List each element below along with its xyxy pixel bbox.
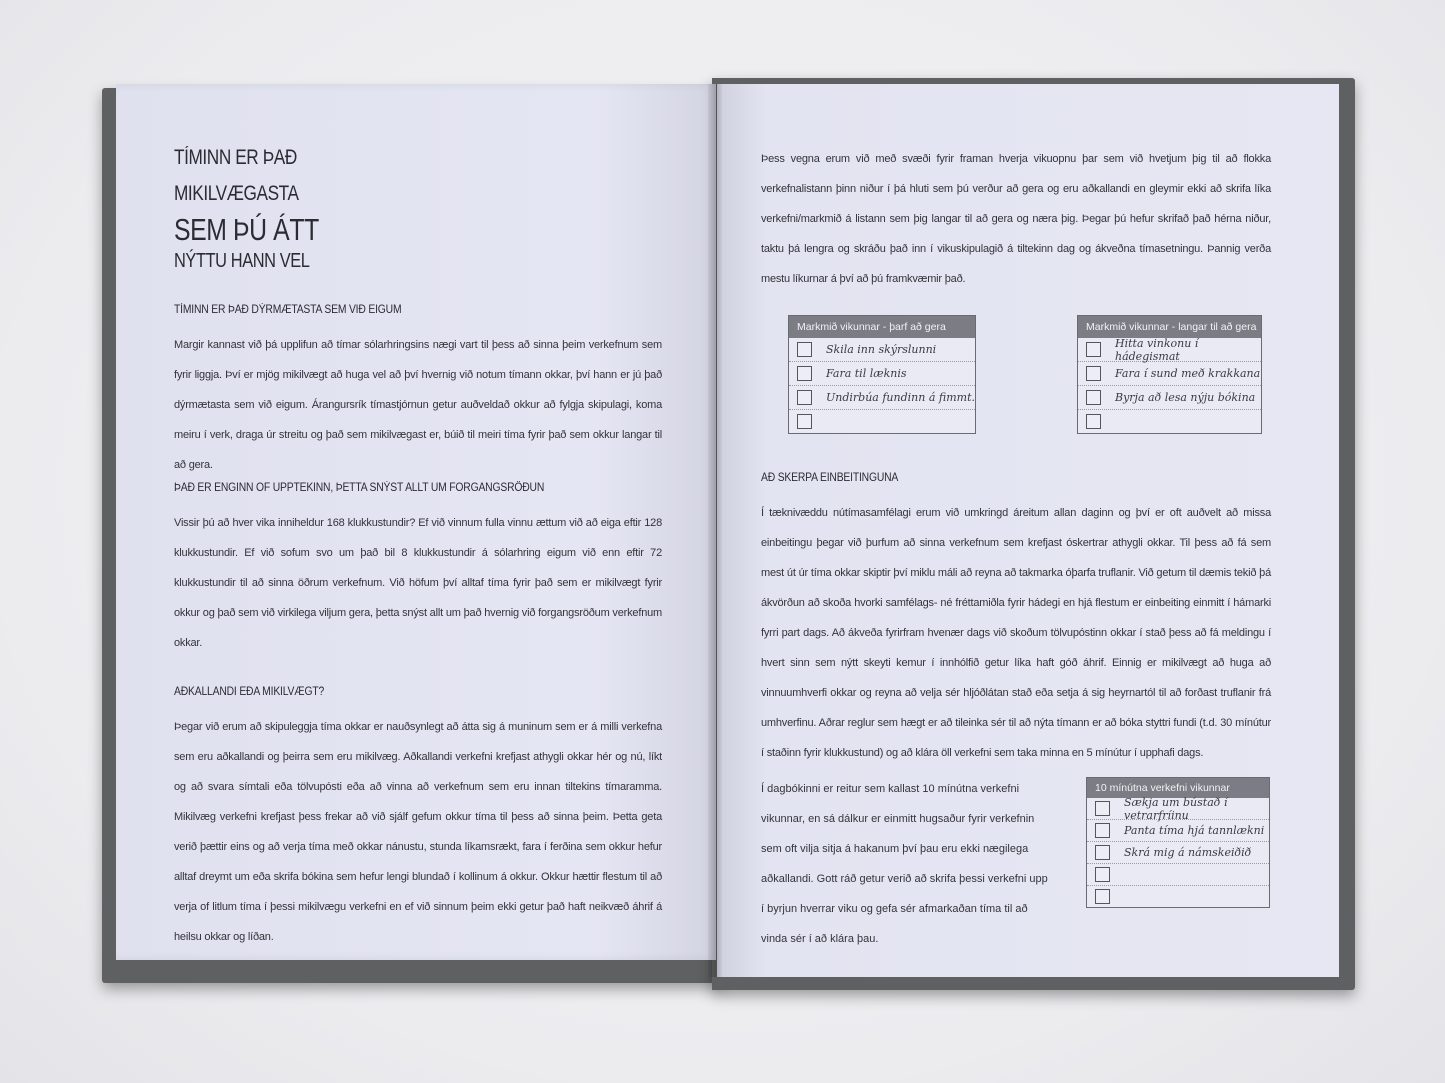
intro-paragraph (761, 144, 1271, 294)
checkbox[interactable] (797, 390, 812, 405)
focus-body: Í tæknivæddu nútímasamfélagi erum við umkringd áreitum allan daginn og því er oft auðvelt að missa einbeitingu þegar við þurfum að sinna verkefnum sem krefjast óskertrar athygli okkar. Til þess að fá sem mest út úr tíma okkar skiptir því miklu máli að reyna að takmarka óþarfa truflanir. Við getum til dæmis tekið þá ákvörðun að skoða hvorki samfélags- né fréttamiðla fyrir hádegi en hjá flestum er einbeiting einmitt í hámarki fyrri part dags. Að ákveða fyrirfram hvenær dags við skoðum tölvupóstinn okkar í stað þess að fá meldingu í hvert sinn sem nýtt skeyti kemur í innhólfið getur líka haft góð áhrif. Einnig er mikilvægt að huga að vinnuumhverfi okkar og reyna að velja sér hljóðlátan stað eða setja á sig heyrnartól til að forðast truflanir frá umhverfinu. Aðrar reglur sem hægt er að tileinka sér til að nýta tímann er að bóka styttri fundi (t.d. 30 mínútur í staðinn fyrir klukkustund) og að klára öll verkefni sem taka minna en 5 mínútur í upphafi dags. (761, 507, 1271, 759)
section-3 (174, 686, 662, 952)
checklist-row (1087, 795, 1269, 822)
title-line-3: SEM ÞÚ ÁTT (174, 212, 319, 247)
section-body: Vissir þú að hver vika inniheldur 168 klukkustundir? Ef við vinnum fulla vinnu ættum við að eiga eftir 128 klukkustundir. Ef við sofum svo um það bil 8 klukkustundir á sólarhring eigum við enn eftir 72 klukkustundir til að sinna öðrum verkefnum. Við höfum því alltaf tíma fyrir það sem er mikilvægt fyrir okkur og það sem við virkilega viljum gera, þetta snýst allt um það hvernig við forgangsröðum verkefnum okkar. (174, 517, 662, 649)
section-heading: TÍMINN ER ÞAÐ DÝRMÆTASTA SEM VIÐ EIGUM (174, 304, 402, 316)
ten-minute-title: 10 mínútna verkefni vikunnar (1087, 778, 1269, 798)
intro-text: Þess vegna erum við með svæði fyrir framan hverja vikuopnu þar sem við hvetjum þig til að flokka verkefnalistann þinn niður í þá hluti sem þú verður að gera og eru aðkallandi en gleymir ekki að skrifa líka verkefni/markmið á listann sem þig langar til að gera og næra þig. Þegar þú hefur skrifað það hérna niður, taktu þá lengra og skráðu það inn í vikuskipulagið á tiltekinn dag og ákveðna tímasetningu. Þannig verða mestu líkurnar á því að þú framkvæmir það. (761, 153, 1271, 285)
checkbox[interactable] (1095, 823, 1110, 838)
checkbox[interactable] (797, 342, 812, 357)
focus-section (761, 472, 1271, 768)
checklist-row (1087, 842, 1269, 864)
title-line-1: TÍMINN ER ÞAÐ (174, 146, 297, 169)
goals-must-title: Markmið vikunnar - þarf að gera (789, 316, 975, 338)
checklist-item: Fara í sund með krakkana (1115, 367, 1261, 380)
checkbox[interactable] (1095, 867, 1110, 882)
checklist-row (1078, 338, 1261, 362)
checklist-item: Undirbúa fundinn á fimmt. (826, 391, 975, 404)
section-body: Margir kannast við þá upplifun að tímar sólarhringsins nægi vart til þess að sinna þeim verkefnum sem fyrir liggja. Því er mjög mikilvægt að huga vel að því hvernig við notum tímann okkar, því hann er jú það dýrmætasta sem við eigum. Árangursrík tímastjórnun getur auðveldað okkur að fylgja skipulagi, koma meiru í verk, draga úr streitu og það sem mikilvægast er, búið til meiri tíma fyrir það sem okkur langar til að gera. (174, 339, 662, 471)
section-heading: AÐKALLANDI EÐA MIKILVÆGT? (174, 686, 325, 698)
checklist-row (789, 338, 975, 362)
checklist-item: Sækja um bústað í vetrarfríinu (1124, 795, 1228, 822)
section-1 (174, 304, 662, 480)
checkbox[interactable] (1095, 889, 1110, 904)
checkbox[interactable] (1086, 414, 1101, 429)
ten-minute-box (1086, 777, 1270, 908)
checklist-item: Byrja að lesa nýju bókina (1115, 391, 1256, 404)
checkbox[interactable] (797, 366, 812, 381)
checkbox[interactable] (1086, 366, 1101, 381)
checklist-row (1087, 886, 1269, 907)
checklist-row (789, 362, 975, 386)
title-line-2: MIKILVÆGASTA (174, 182, 299, 205)
checklist-row (1078, 386, 1261, 410)
right-page (717, 84, 1339, 977)
checkbox[interactable] (1095, 801, 1110, 816)
checklist-row (1078, 410, 1261, 433)
checklist-row (789, 410, 975, 433)
checklist-row (1087, 820, 1269, 842)
checklist-item: Fara til læknis (826, 367, 907, 380)
title-line-4: NÝTTU HANN VEL (174, 250, 310, 272)
section-body: Þegar við erum að skipuleggja tíma okkar er nauðsynlegt að átta sig á muninum sem er á milli verkefna sem eru aðkallandi og þeirra sem eru mikilvæg. Aðkallandi verkefni krefjast athygli okkar hér og nú, líkt og að svara símtali eða tölvupósti eða að vinna að verkefnum sem eru innan tiltekins tímaramma. Mikilvæg verkefni krefjast þess frekar að við sjálf gefum okkur tíma til þess að sinna þeim. Þetta geta verið þættir eins og að verja tíma með okkar nánustu, stunda líkamsrækt, fara í ferðina sem okkur hefur alltaf dreymt um eða skrifa bókina sem hefur lengi blundað í kollinum á okkur. Okkur hættir flestum til að verja of litlum tíma í þessi mikilvægu verkefni en ef við sinnum þeim ekki getur það haft neikvæð áhrif á heilsu okkar og líðan. (174, 721, 662, 943)
checkbox[interactable] (1086, 342, 1101, 357)
checkbox[interactable] (1095, 845, 1110, 860)
checklist-row (1087, 864, 1269, 886)
checklist-row (789, 386, 975, 410)
left-page (116, 84, 716, 960)
checkbox[interactable] (1086, 390, 1101, 405)
page-title (174, 140, 355, 274)
checklist-item: Panta tíma hjá tannlækni (1124, 824, 1265, 837)
section-2 (174, 482, 662, 658)
section-heading: ÞAÐ ER ENGINN OF UPPTEKINN, ÞETTA SNÝST ALLT UM FORGANGSRÖÐUN (174, 482, 545, 494)
focus-heading: AÐ SKERPA EINBEITINGUNA (761, 472, 899, 484)
ten-minute-text: Í dagbókinni er reitur sem kallast 10 mínútna verkefni vikunnar, en sá dálkur er einmitt hugsaður fyrir verkefnin sem oft vilja sitja á hakanum því þau eru ekki nægilega aðkallandi. Gott ráð getur verið að skrifa þessi verkefni upp í byrjun hverrar viku og gefa sér afmarkaðan tíma til að vinda sér í að klára þau. (761, 783, 1048, 945)
book-gutter (708, 84, 722, 977)
goals-want-box (1077, 315, 1262, 434)
checklist-row (1078, 362, 1261, 386)
goals-want-title: Markmið vikunnar - langar til að gera (1078, 316, 1261, 338)
checklist-item: Hitta vinkonu í hádegismat (1115, 336, 1199, 363)
goals-must-box (788, 315, 976, 434)
checklist-item: Skila inn skýrslunni (826, 343, 937, 356)
checklist-item: Skrá mig á námskeiðið (1124, 846, 1252, 859)
checkbox[interactable] (797, 414, 812, 429)
